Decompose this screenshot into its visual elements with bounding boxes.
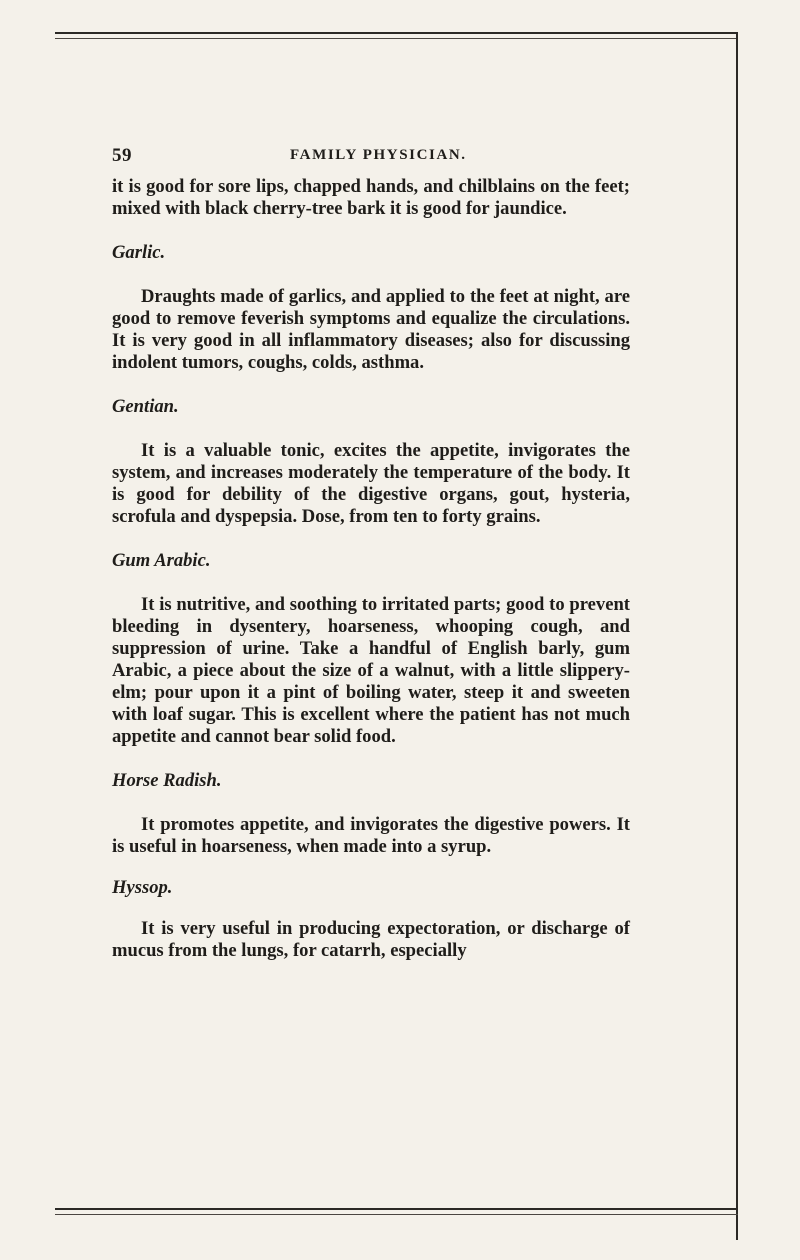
section-heading-hyssop: Hyssop. <box>112 877 173 898</box>
section-heading-gentian: Gentian. <box>112 396 179 417</box>
section-text-hyssop: It is very useful in producing expectoration, or discharge of mucus from the lungs, for catarrh, especially <box>112 918 630 961</box>
section-text-gentian: It is a valuable tonic, excites the appetite, invigorates the system, and increases moderately the temperature of the body. It is good for debility of the digestive organs, gout, hysteria, scrofula and dyspepsia. Dose, from ten to forty grains. <box>112 440 630 527</box>
section-text-gum-arabic: It is nutritive, and soothing to irritated parts; good to prevent bleeding in dysentery, hoarseness, whooping cough, and suppression of urine. Take a handful of English barly, gum Arabic, a piece about the size of a walnut, with a little slippery-elm; pour upon it a pint of boiling water, steep it and sweeten with loaf sugar. This is excellent where the patient has not much appetite and cannot bear solid food. <box>112 594 630 747</box>
section-heading-gum-arabic: Gum Arabic. <box>112 550 211 571</box>
page-border-top <box>55 32 738 34</box>
continuation-paragraph: it is good for sore lips, chapped hands, and chilblains on the feet; mixed with black cherry-tree bark it is good for jaundice. <box>112 176 630 219</box>
running-title: FAMILY PHYSICIAN. <box>290 147 467 163</box>
section-heading-garlic: Garlic. <box>112 242 166 263</box>
section-text-horse-radish: It promotes appetite, and invigorates the digestive powers. It is useful in hoarseness, when made into a syrup. <box>112 814 630 857</box>
page-body <box>112 176 630 962</box>
section-text-garlic: Draughts made of garlics, and applied to the feet at night, are good to remove feverish symptoms and equalize the circulations. It is very good in all inflammatory diseases; also for discussing indolent tumors, coughs, colds, asthma. <box>112 286 630 373</box>
page-border-bottom <box>55 1208 738 1210</box>
page-border-bottom-inner <box>55 1214 738 1215</box>
page-number: 59 <box>112 145 132 166</box>
page-border-right <box>736 32 738 1240</box>
page-header <box>112 145 672 167</box>
page-border-top-inner <box>55 38 738 39</box>
section-heading-horse-radish: Horse Radish. <box>112 770 222 791</box>
